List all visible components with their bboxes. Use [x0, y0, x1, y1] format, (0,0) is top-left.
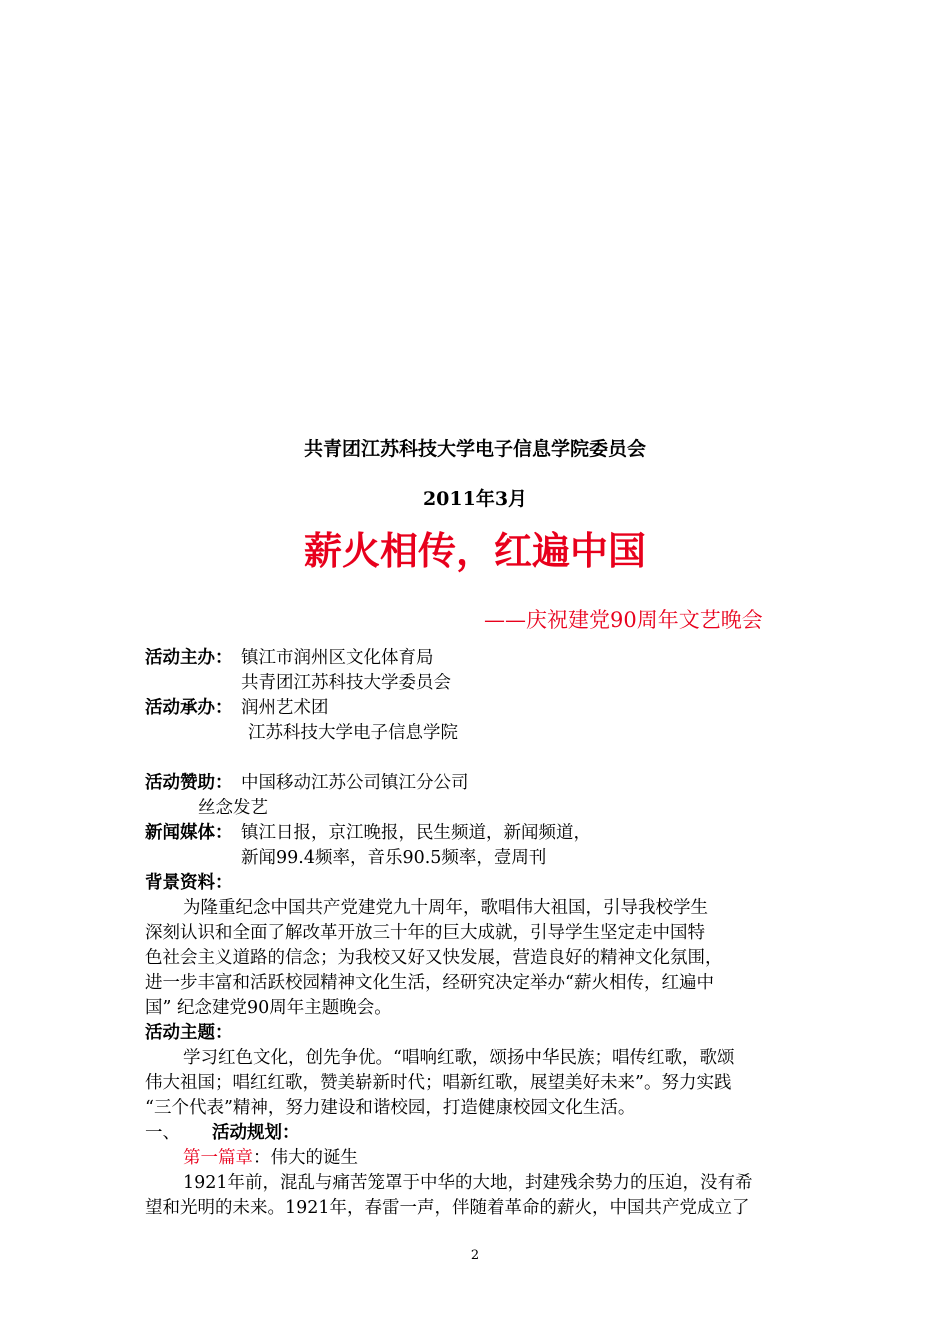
sponsor-value-2: 丝念发艺: [198, 798, 268, 818]
media-value-1: 镇江日报，京江晚报，民生频道，新闻频道，: [241, 823, 591, 843]
theme-label: 活动主题：: [145, 1023, 233, 1043]
media-label: 新闻媒体：: [145, 823, 233, 843]
chapter-label: 第一篇章: [183, 1148, 253, 1168]
host-value-1: 镇江市润州区文化体育局: [241, 648, 434, 668]
page-number: 2: [470, 1248, 480, 1263]
background-line: 为隆重纪念中国共产党建党九十周年，歌唱伟大祖国，引导我校学生: [183, 898, 708, 918]
host-label: 活动主办：: [145, 648, 233, 668]
theme-line: 伟大祖国；唱红红歌，赞美崭新时代；唱新红歌，展望美好未来”。努力实践: [145, 1073, 732, 1093]
background-line: 色社会主义道路的信念；为我校又好又快发展，营造良好的精神文化氛围，: [145, 948, 723, 968]
sponsor-value-1: 中国移动江苏公司镇江分公司: [241, 773, 469, 793]
plan-number: 一、: [145, 1123, 180, 1143]
organization-title: 共青团江苏科技大学电子信息学院委员会: [303, 438, 646, 460]
chapter-heading: [183, 1146, 358, 1170]
sponsor-label: 活动赞助：: [145, 773, 233, 793]
plan-label: 活动规划：: [212, 1123, 300, 1143]
document-date: 2011年3月: [422, 488, 528, 510]
background-label: 背景资料：: [145, 873, 233, 893]
background-line: 深刻认识和全面了解改革开放三十年的巨大成就，引导学生坚定走中国特: [145, 923, 705, 943]
background-line: 国” 纪念建党90周年主题晚会。: [145, 998, 392, 1018]
media-value-2: 新闻99.4频率，音乐90.5频率，壹周刊: [241, 848, 547, 868]
host-value-2: 共青团江苏科技大学委员会: [241, 673, 451, 693]
chapter-title: ：伟大的诞生: [253, 1148, 358, 1168]
theme-line: “三个代表”精神，努力建设和谐校园，打造健康校园文化生活。: [145, 1098, 636, 1118]
plan-line: 望和光明的未来。1921年，春雷一声，伴随着革命的薪火，中国共产党成立了: [145, 1198, 750, 1218]
theme-line: 学习红色文化，创先争优。“唱响红歌，颂扬中华民族；唱传红歌，歌颂: [183, 1048, 735, 1068]
organizer-value-2: 江苏科技大学电子信息学院: [248, 723, 458, 743]
subtitle: ——庆祝建党90周年文艺晚会: [484, 608, 763, 632]
background-line: 进一步丰富和活跃校园精神文化生活，经研究决定举办“薪火相传，红遍中: [145, 973, 714, 993]
plan-line: 1921年前，混乱与痛苦笼罩于中华的大地，封建残余势力的压迫，没有希: [183, 1173, 753, 1193]
main-title: 薪火相传，红遍中国: [303, 529, 646, 573]
organizer-value-1: 润州艺术团: [241, 698, 329, 718]
organizer-label: 活动承办：: [145, 698, 233, 718]
